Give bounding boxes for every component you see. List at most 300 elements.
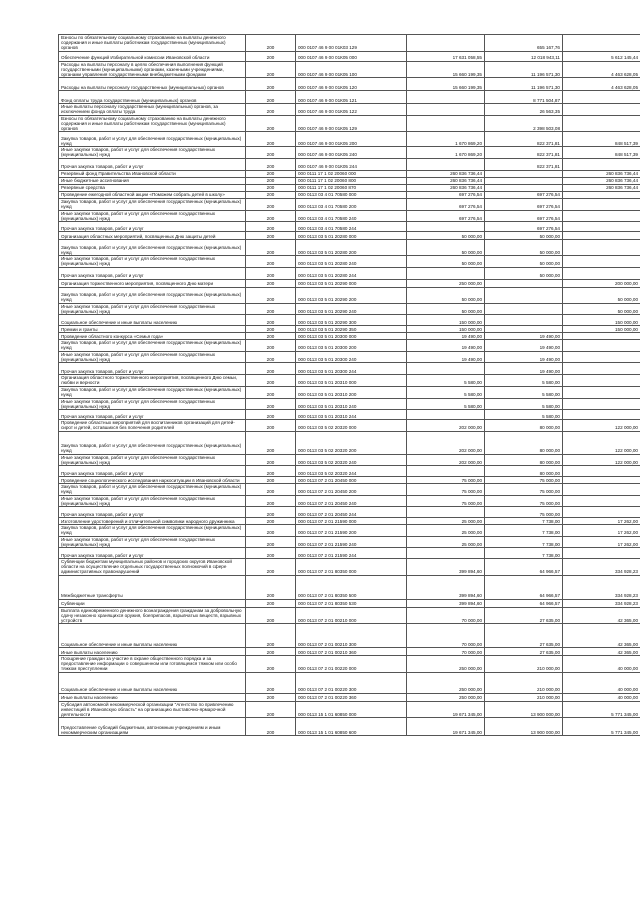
row-exec-cell: 27 635,00 [485,648,563,656]
row-rest-cell [563,548,640,559]
table-row [59,184,640,191]
row-name-cell: Прочая закупка товаров, работ и услуг [59,548,246,559]
row-code-cell: 200 [246,420,296,432]
row-exec-cell: 5 580,00 [485,398,563,410]
row-exec-cell: 19 490,00 [485,363,563,375]
row-name-cell: Иные закупки товаров, работ и услуг для обеспечения государственных (муниципальных) нужд [59,495,246,507]
row-exec-cell: 50 000,00 [485,232,563,240]
row-plan-cell: 260 836 736,44 [407,184,485,191]
table-row [59,672,640,693]
row-plan-cell: 202 000,00 [407,454,485,466]
row-name-cell: Социальное обеспечение и иные выплаты населению [59,672,246,693]
row-kbk-cell: 000 0113 07 2 01 20450 200 [296,484,407,496]
row-rest-cell: 40 000,00 [563,672,640,693]
row-plan-cell: 697 276,54 [407,210,485,222]
row-rest-cell [563,210,640,222]
row-code-cell: 200 [246,536,296,548]
row-code-cell: 200 [246,333,296,340]
table-row [59,170,640,177]
row-code-cell: 200 [246,507,296,518]
row-name-cell: Иные закупки товаров, работ и услуг для обеспечения государственных (муниципальных) нужд [59,147,246,159]
row-name-cell: Выплата единовременного денежного вознаграждения гражданам за добровольную сдачу незаконно хранящихся оружия, боеприпасов, взрывчатых веществ, взрывных устройств [59,607,246,624]
row-name-cell: Закупка товаров, работ и услуг для обеспечения государственных (муниципальных) нужд [59,198,246,210]
table-row [59,701,640,718]
row-code-cell: 200 [246,495,296,507]
row-exec-cell: 64 966,57 [485,559,563,576]
row-code-cell: 200 [246,375,296,387]
row-name-cell: Субвенции [59,599,246,607]
table-row [59,315,640,326]
row-rest-cell: 5 771 345,00 [563,701,640,718]
row-rest-cell [563,484,640,496]
row-plan-cell: 202 000,00 [407,420,485,432]
row-plan-cell: 5 580,00 [407,398,485,410]
row-plan-cell [407,222,485,232]
row-name-cell: Изготовление удостоверений и отличительной символики народного дружинника [59,518,246,525]
row-kbk-cell: 000 0113 07 2 01 00210 300 [296,624,407,648]
row-code-cell: 200 [246,607,296,624]
row-rest-cell: 200 000,00 [563,279,640,287]
row-code-cell: 200 [246,191,296,198]
row-kbk-cell: 000 0113 03 5 01 20280 240 [296,256,407,268]
table-row [59,363,640,375]
row-name-cell: Расходы на выплаты персоналу государственных (муниципальных) органов [59,78,246,91]
row-rest-cell [563,191,640,198]
row-plan-cell: 75 000,00 [407,477,485,484]
row-exec-cell: 80 000,00 [485,466,563,477]
row-plan-cell: 19 671 345,00 [407,718,485,736]
row-code-cell: 200 [246,466,296,477]
row-exec-cell: 19 490,00 [485,333,563,340]
row-exec-cell: 7 738,00 [485,525,563,537]
table-row [59,340,640,352]
row-rest-cell: 17 262,00 [563,518,640,525]
row-code-cell: 200 [246,267,296,279]
row-rest-cell: 150 000,00 [563,326,640,333]
row-plan-cell: 25 000,00 [407,536,485,548]
row-rest-cell [563,375,640,387]
table-row [59,536,640,548]
table-row [59,507,640,518]
row-kbk-cell: 000 0113 03 5 02 20320 244 [296,466,407,477]
row-code-cell: 200 [246,575,296,599]
row-plan-cell: 50 000,00 [407,232,485,240]
row-name-cell: Поощрение граждан за участие в охране общественного порядка и за предоставление информации о совершенном или готовящемся тяжком или особо тяжком преступлении [59,656,246,673]
row-code-cell: 200 [246,232,296,240]
row-name-cell: Иные бюджетные ассигнования [59,177,246,184]
row-kbk-cell: 000 0111 17 1 02 20060 870 [296,184,407,191]
row-name-cell: Прочая закупка товаров, работ и услуг [59,410,246,420]
row-exec-cell: 75 000,00 [485,477,563,484]
table-row [59,191,640,198]
row-name-cell: Взносы по обязательному социальному страхованию на выплаты денежного содержания и иные выплаты работникам государственных (муниципальных) органов [59,35,246,52]
row-name-cell: Организация областного торжественного мероприятия, посвященного Дню семьи, любви и верности [59,375,246,387]
row-code-cell: 200 [246,693,296,701]
row-code-cell: 200 [246,351,296,363]
table-row [59,35,640,52]
row-code-cell: 200 [246,477,296,484]
row-exec-cell [485,279,563,287]
table-row [59,51,640,61]
row-name-cell: Иные закупки товаров, работ и услуг для обеспечения государственных (муниципальных) нужд [59,256,246,268]
row-kbk-cell: 000 0113 07 2 01 21590 240 [296,536,407,548]
row-code-cell: 200 [246,279,296,287]
table-row [59,575,640,599]
row-kbk-cell: 000 0107 46 9 00 01К05 129 [296,115,407,132]
row-code-cell: 200 [246,256,296,268]
row-kbk-cell: 000 0113 03 4 01 70580 200 [296,198,407,210]
row-exec-cell: 697 276,54 [485,222,563,232]
row-plan-cell [407,410,485,420]
row-rest-cell [563,477,640,484]
row-plan-cell [407,115,485,132]
row-plan-cell: 25 000,00 [407,525,485,537]
row-rest-cell [563,363,640,375]
table-row [59,410,640,420]
row-kbk-cell: 000 0113 03 5 01 20290 240 [296,303,407,315]
row-rest-cell [563,267,640,279]
row-exec-cell: 75 000,00 [485,495,563,507]
row-kbk-cell: 000 0113 03 4 01 70580 240 [296,210,407,222]
row-rest-cell [563,410,640,420]
row-exec-cell [485,184,563,191]
row-code-cell: 200 [246,548,296,559]
row-rest-cell: 260 836 736,44 [563,177,640,184]
row-name-cell: Иные закупки товаров, работ и услуг для обеспечения государственных (муниципальных) нужд [59,398,246,410]
row-plan-cell: 399 894,60 [407,575,485,599]
row-exec-cell: 12 018 943,11 [485,51,563,61]
row-exec-cell: 2 398 503,08 [485,115,563,132]
row-code-cell: 200 [246,484,296,496]
row-rest-cell: 17 262,00 [563,536,640,548]
row-kbk-cell: 000 0107 46 9 00 01К05 000 [296,51,407,61]
row-rest-cell [563,333,640,340]
row-code-cell: 200 [246,210,296,222]
row-code-cell: 200 [246,326,296,333]
row-plan-cell: 5 580,00 [407,386,485,398]
row-name-cell: Обеспечение функций Избирательной комиссии Ивановской области [59,51,246,61]
row-name-cell: Закупка товаров, работ и услуг для обеспечения государственных (муниципальных) нужд [59,484,246,496]
row-rest-cell: 150 000,00 [563,315,640,326]
row-kbk-cell: 000 0113 03 5 01 20280 200 [296,240,407,256]
row-kbk-cell: 000 0113 15 1 01 60850 000 [296,701,407,718]
row-kbk-cell: 000 0113 03 5 01 20310 244 [296,410,407,420]
row-code-cell: 200 [246,287,296,303]
row-plan-cell: 15 660 199,35 [407,78,485,91]
row-code-cell: 200 [246,410,296,420]
row-code-cell: 200 [246,518,296,525]
row-kbk-cell: 000 0113 07 2 01 21590 000 [296,518,407,525]
row-plan-cell: 1 670 869,20 [407,132,485,147]
table-row [59,222,640,232]
row-rest-cell: 4 463 628,05 [563,61,640,78]
table-row [59,624,640,648]
row-plan-cell: 202 000,00 [407,431,485,454]
row-name-cell: Закупка товаров, работ и услуг для обеспечения государственных (муниципальных) нужд [59,431,246,454]
row-name-cell: Проведение социологического исследования наркоситуации в Ивановской области [59,477,246,484]
row-rest-cell: 42 365,00 [563,624,640,648]
row-rest-cell: 260 836 736,44 [563,184,640,191]
row-kbk-cell: 000 0107 46 9 00 01К05 100 [296,61,407,78]
row-rest-cell [563,104,640,116]
row-kbk-cell: 000 0113 07 2 01 20450 244 [296,507,407,518]
row-kbk-cell: 000 0113 03 5 02 20320 200 [296,431,407,454]
row-name-cell: Организация областных мероприятий, посвященных Дню защиты детей [59,232,246,240]
row-code-cell: 200 [246,177,296,184]
row-name-cell: Резервные средства [59,184,246,191]
row-code-cell: 200 [246,386,296,398]
table-row [59,693,640,701]
row-rest-cell [563,222,640,232]
row-rest-cell [563,240,640,256]
row-name-cell: Прочая закупка товаров, работ и услуг [59,222,246,232]
table-row [59,267,640,279]
row-code-cell: 200 [246,51,296,61]
row-kbk-cell: 000 0107 46 9 00 01К05 120 [296,78,407,91]
row-plan-cell: 75 000,00 [407,495,485,507]
row-name-cell: Организация торжественного мероприятия, посвященного Дню матери [59,279,246,287]
row-name-cell: Закупка товаров, работ и услуг для обеспечения государственных (муниципальных) нужд [59,386,246,398]
row-plan-cell [407,158,485,170]
row-rest-cell: 122 000,00 [563,431,640,454]
row-code-cell: 200 [246,398,296,410]
row-rest-cell: 42 365,00 [563,648,640,656]
table-row [59,466,640,477]
row-name-cell: Проведение областного конкурса «Семья года» [59,333,246,340]
row-code-cell: 200 [246,158,296,170]
row-code-cell: 200 [246,35,296,52]
row-name-cell: Иные закупки товаров, работ и услуг для обеспечения государственных (муниципальных) нужд [59,351,246,363]
row-code-cell: 200 [246,454,296,466]
row-rest-cell [563,495,640,507]
row-code-cell: 200 [246,363,296,375]
row-code-cell: 200 [246,315,296,326]
row-rest-cell [563,35,640,52]
table-row [59,158,640,170]
row-code-cell: 200 [246,61,296,78]
row-plan-cell [407,466,485,477]
row-name-cell: Субсидия автономной некоммерческой организации "Агентство по привлечению инвестиций в Ивановскую область" на организацию выставочно-ярмарочной деятельности [59,701,246,718]
row-name-cell: Иные закупки товаров, работ и услуг для обеспечения государственных (муниципальных) нужд [59,536,246,548]
row-kbk-cell: 000 0113 07 2 01 21590 244 [296,548,407,559]
table-row [59,559,640,576]
row-rest-cell [563,158,640,170]
row-name-cell: Взносы по обязательному социальному страхованию на выплаты денежного содержания и иные выплаты работникам государственных (муниципальных) органов [59,115,246,132]
row-rest-cell [563,198,640,210]
table-row [59,91,640,104]
row-exec-cell: 822 371,81 [485,158,563,170]
row-plan-cell: 19 490,00 [407,340,485,352]
row-name-cell: Иные выплаты персоналу государственных (муниципальных) органов, за исключением фонда оплаты труда [59,104,246,116]
table-row [59,718,640,736]
row-exec-cell: 822 371,81 [485,147,563,159]
row-name-cell: Проведение ежегодной областной акции «Поможем собрать детей в школу» [59,191,246,198]
row-code-cell: 200 [246,431,296,454]
row-plan-cell: 250 000,00 [407,672,485,693]
row-rest-cell [563,340,640,352]
row-code-cell: 200 [246,91,296,104]
row-plan-cell: 50 000,00 [407,240,485,256]
row-code-cell: 200 [246,184,296,191]
table-row [59,61,640,78]
row-plan-cell: 697 276,54 [407,198,485,210]
row-exec-cell: 5 580,00 [485,386,563,398]
row-name-cell: Премии и гранты [59,326,246,333]
row-plan-cell: 25 000,00 [407,518,485,525]
row-code-cell: 200 [246,340,296,352]
table-row [59,656,640,673]
row-exec-cell: 5 580,00 [485,410,563,420]
row-name-cell: Социальное обеспечение и иные выплаты населению [59,315,246,326]
row-kbk-cell: 000 0113 03 4 01 70580 244 [296,222,407,232]
row-exec-cell: 822 371,81 [485,132,563,147]
row-exec-cell: 13 900 000,00 [485,718,563,736]
table-row [59,420,640,432]
row-kbk-cell: 000 0113 03 5 01 20300 200 [296,340,407,352]
row-code-cell: 200 [246,303,296,315]
table-row [59,477,640,484]
row-code-cell: 200 [246,147,296,159]
row-plan-cell: 250 000,00 [407,279,485,287]
row-plan-cell: 399 894,60 [407,559,485,576]
row-name-cell: Иные закупки товаров, работ и услуг для обеспечения государственных (муниципальных) нужд [59,303,246,315]
row-kbk-cell: 000 0113 07 2 01 00220 300 [296,672,407,693]
row-kbk-cell: 000 0113 03 5 01 20310 200 [296,386,407,398]
row-plan-cell: 399 894,60 [407,599,485,607]
row-code-cell: 200 [246,656,296,673]
row-plan-cell: 19 490,00 [407,333,485,340]
row-rest-cell: 40 000,00 [563,656,640,673]
row-plan-cell: 50 000,00 [407,303,485,315]
row-kbk-cell: 000 0113 03 5 01 20300 244 [296,363,407,375]
table-row [59,279,640,287]
row-exec-cell: 210 000,00 [485,693,563,701]
row-kbk-cell: 000 0113 07 2 01 20450 000 [296,477,407,484]
row-name-cell: Социальное обеспечение и иные выплаты населению [59,624,246,648]
table-row [59,495,640,507]
row-kbk-cell: 000 0113 03 5 01 20290 300 [296,315,407,326]
row-name-cell: Прочая закупка товаров, работ и услуг [59,158,246,170]
row-plan-cell: 70 000,00 [407,624,485,648]
row-kbk-cell: 000 0113 03 5 01 20300 240 [296,351,407,363]
row-kbk-cell: 000 0113 07 2 01 80350 500 [296,575,407,599]
row-rest-cell: 50 000,00 [563,303,640,315]
row-plan-cell: 250 000,00 [407,656,485,673]
row-name-cell: Резервный фонд Правительства Ивановской области [59,170,246,177]
row-kbk-cell: 000 0113 07 2 01 20450 240 [296,495,407,507]
row-rest-cell: 122 000,00 [563,420,640,432]
row-exec-cell: 50 000,00 [485,256,563,268]
row-plan-cell: 19 671 345,00 [407,701,485,718]
row-exec-cell [485,287,563,303]
table-row [59,431,640,454]
row-code-cell: 200 [246,701,296,718]
row-plan-cell [407,104,485,116]
row-kbk-cell: 000 0113 07 2 01 80350 530 [296,599,407,607]
row-exec-cell: 5 580,00 [485,375,563,387]
row-plan-cell: 70 000,00 [407,607,485,624]
table-row [59,398,640,410]
row-exec-cell: 80 000,00 [485,420,563,432]
row-exec-cell: 7 738,00 [485,548,563,559]
row-exec-cell: 75 000,00 [485,484,563,496]
row-name-cell: Закупка товаров, работ и услуг для обеспечения государственных (муниципальных) нужд [59,340,246,352]
row-name-cell: Прочая закупка товаров, работ и услуг [59,466,246,477]
table-row [59,104,640,116]
row-plan-cell [407,35,485,52]
row-exec-cell: 64 966,57 [485,575,563,599]
row-exec-cell [485,315,563,326]
table-row [59,132,640,147]
row-exec-cell [485,303,563,315]
row-exec-cell [485,326,563,333]
row-rest-cell: 334 928,23 [563,559,640,576]
table-row [59,240,640,256]
row-name-cell: Иные закупки товаров, работ и услуг для обеспечения государственных (муниципальных) нужд [59,454,246,466]
row-code-cell: 200 [246,599,296,607]
table-row [59,333,640,340]
row-name-cell: Прочая закупка товаров, работ и услуг [59,267,246,279]
table-row [59,177,640,184]
row-plan-cell [407,91,485,104]
row-code-cell: 200 [246,718,296,736]
row-plan-cell: 50 000,00 [407,256,485,268]
row-exec-cell: 19 490,00 [485,351,563,363]
row-kbk-cell: 000 0113 07 2 01 00220 000 [296,656,407,673]
row-name-cell: Предоставление субсидий бюджетным, автономным учреждениям и иным некоммерческим организациям [59,718,246,736]
table-row [59,375,640,387]
row-exec-cell: 210 000,00 [485,656,563,673]
row-kbk-cell: 000 0113 03 4 01 70580 000 [296,191,407,198]
row-rest-cell: 5 771 345,00 [563,718,640,736]
row-name-cell: Субвенции бюджетам муниципальных районов и городских округов Ивановской области на осуществление отдельных государственных полномочий в сфере административных правонарушений [59,559,246,576]
row-code-cell: 200 [246,648,296,656]
row-rest-cell: 334 928,23 [563,599,640,607]
table-row [59,454,640,466]
row-kbk-cell: 000 0107 46 9 00 01К05 240 [296,147,407,159]
row-plan-cell [407,548,485,559]
row-rest-cell: 5 612 145,44 [563,51,640,61]
table-row [59,484,640,496]
row-name-cell: Иные выплаты населению [59,648,246,656]
row-kbk-cell: 000 0113 07 2 01 21590 200 [296,525,407,537]
row-code-cell: 200 [246,525,296,537]
table-row [59,351,640,363]
row-rest-cell: 4 463 628,05 [563,78,640,91]
budget-report-page [58,34,638,736]
row-kbk-cell: 000 0107 46 9 00 01К05 244 [296,158,407,170]
row-exec-cell [485,177,563,184]
row-rest-cell [563,507,640,518]
row-name-cell: Проведение областных мероприятий для воспитанников организаций для детей-сирот и детей, оставшихся без попечения родителей [59,420,246,432]
row-code-cell: 200 [246,240,296,256]
row-kbk-cell: 000 0113 03 5 01 20290 200 [296,287,407,303]
row-kbk-cell: 000 0113 03 5 01 20280 000 [296,232,407,240]
row-plan-cell: 5 580,00 [407,375,485,387]
table-row [59,548,640,559]
row-exec-cell: 7 738,00 [485,536,563,548]
row-name-cell: Фонд оплаты труда государственных (муниципальных) органов [59,91,246,104]
row-code-cell: 200 [246,115,296,132]
row-kbk-cell: 000 0107 46 9 00 01К05 121 [296,91,407,104]
row-name-cell: Закупка товаров, работ и услуг для обеспечения государственных (муниципальных) нужд [59,132,246,147]
row-plan-cell: 150 000,00 [407,315,485,326]
row-kbk-cell: 000 0113 15 1 01 60850 600 [296,718,407,736]
row-kbk-cell: 000 0107 46 9 00 01К03 129 [296,35,407,52]
row-name-cell: Межбюджетные трансферты [59,575,246,599]
row-kbk-cell: 000 0113 03 5 01 20300 000 [296,333,407,340]
row-code-cell: 200 [246,170,296,177]
